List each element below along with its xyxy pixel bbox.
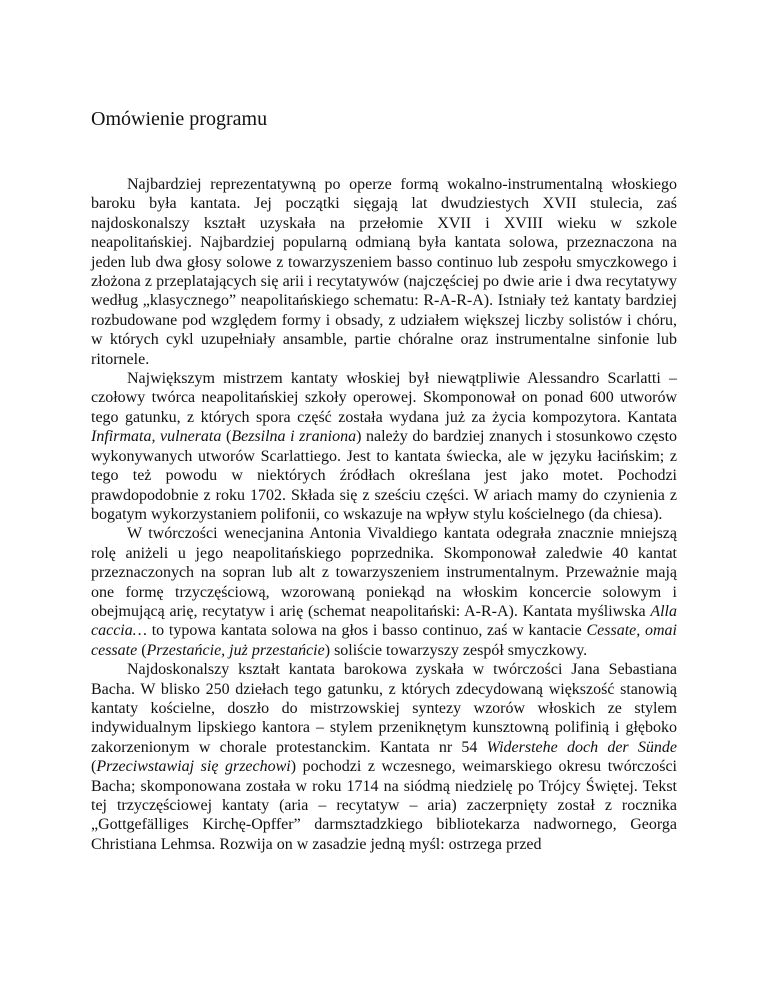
work-title-translation: Przeciwstawiaj się grzechowi xyxy=(96,758,291,776)
paragraph-text: to typowa kantata solowa na głos i basso continuo, zaś w kantacie xyxy=(146,622,587,640)
work-title: Cessate, omai cessate xyxy=(91,622,677,659)
paragraph-scarlatti xyxy=(91,369,677,524)
page-title: Omówienie programu xyxy=(91,108,268,130)
paragraph-bach xyxy=(91,660,677,854)
paragraph-text: Najbardziej reprezentatywną po operze formą wokalno-instrumentalną włoskiego baroku była kantata. Jej początki sięgają lat dwudziestych XVII stulecia, zaś najdoskonalszy kształt uzyskała na przełomie XVII i XVIII wieku w szkole neapolitańskiej. Najbardziej popularną odmianą była kantata solowa, przeznaczona na jeden lub dwa głosy solowe z towarzyszeniem basso continuo lub zespołu smyczkowego i złożona z przeplatających się arii i recytatywów (najczęściej po dwie arie i dwa recytatywy według „klasycznego” neapolitańskiego schematu: R-A-R-A). Istniały też kantaty bardziej rozbudowane pod względem formy i obsady, z udziałem większej liczby solistów i chóru, w których cykl uzupełniały ansamble, partie chóralne oraz instrumentalne sinfonie lub ritornele. xyxy=(91,176,677,368)
paragraph-text: ) soliście towarzyszy zespół smyczkowy. xyxy=(324,641,588,659)
paragraph-vivaldi xyxy=(91,524,677,660)
paragraph-text: ( xyxy=(137,641,147,659)
work-title: Alla caccia… xyxy=(91,602,677,640)
paragraph-text: W twórczości wenecjanina Antonia Vivaldiego kantata odegrała znacznie mniejszą rolę aniżeli u jego neapolitańskiego poprzednika. Skomponował zaledwie 40 kantat przeznaczonych na sopran lub alt z towarzyszeniem instrumentalnym. Przeważnie mają one formę trzyczęściową, wzorowaną poniekąd na włoskim koncercie solowym i obejmującą arię, recytatyw i arię (schemat neapolitański: A-R-A). Kantata myśliwska xyxy=(91,525,677,620)
paragraph-text: ) należy do bardziej znanych i stosunkowo często wykonywanych utworów Scarlattiego. Jest to kantata świecka, ale w języku łacińskim; z tego też powodu w niektórych źródłach określana jest jako motet. Pochodzi prawdopodobnie z roku 1702. Składa się z sześciu części. W ariach mamy do czynienia z bogatym wykorzystaniem polifonii, co wskazuje na wpływ stylu kościelnego (da chiesa). xyxy=(91,428,678,523)
work-title: Infirmata, vulnerata xyxy=(91,428,222,446)
paragraph-text: ) pochodzi z wczesnego, weimarskiego okresu twórczości Bacha; skomponowana została w roku 1714 na siódmą niedzielę po Trójcy Świętej. Tekst tej trzyczęściowej kantaty (aria – recytatyw – aria) zaczerpnięty został z rocznika „Gottgefälliges Kirchę-Opffer” darmsztadzkiego bibliotekarza nadwornego, Georga Christiana Lehmsa. Rozwija on w zasadzie jedną myśl: ostrzega przed xyxy=(91,758,677,853)
paragraph-text: Największym mistrzem kantaty włoskiej był niewątpliwie Alessandro Scarlatti – czołowy twórca neapolitańskiej szkoły operowej. Skomponował on ponad 600 utworów tego gatunku, z których spora część została wydana już za życia kompozytora. Kantata xyxy=(91,370,677,426)
body-text xyxy=(91,175,677,854)
paragraph-text: ( xyxy=(91,758,97,776)
work-title: Widerstehe doch der Sünde xyxy=(486,738,677,756)
work-title-translation: Przestańcie, już przestańcie xyxy=(146,641,325,659)
paragraph-text: ( xyxy=(221,428,232,446)
paragraph-cantata-intro xyxy=(91,175,677,369)
work-title-translation: Bezsilna i zraniona xyxy=(231,428,357,446)
paragraph-text: Najdoskonalszy kształt kantata barokowa zyskała w twórczości Jana Sebastiana Bacha. W blisko 250 dziełach tego gatunku, z których zdecydowaną większość stanowią kantaty kościelne, doszło do mistrzowskiej syntezy wzorów włoskich ze stylem indywidualnym lipskiego kantora – stylem przeniknętym kunsztowną polifinią i głęboko zakorzenionym w chorale protestanckim. Kantata nr 54 xyxy=(91,661,677,756)
